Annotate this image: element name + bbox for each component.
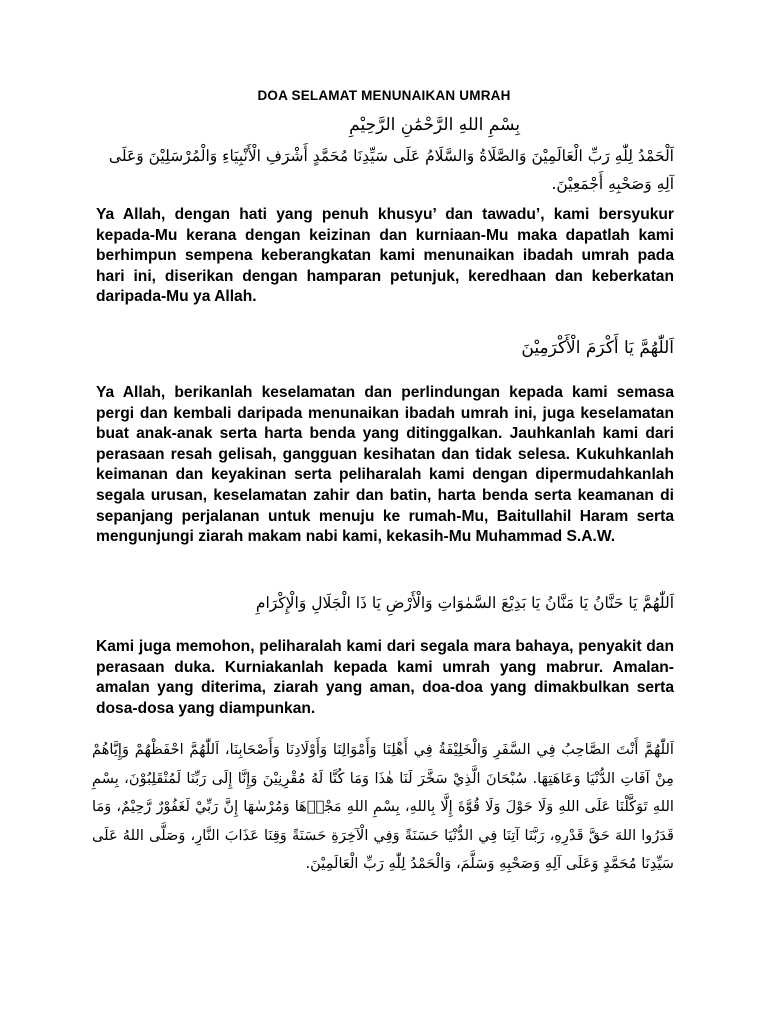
paragraph-1: Ya Allah, dengan hati yang penuh khusyu’ dan tawadu’, kami bersyukur kepada-Mu kerana dengan keizinan dan kurniaan-Mu maka dapatlah kami berhimpun sempena keberangkatan kami menunaikan ibadah umrah pada hari ini, diserikan dengan hamparan petunjuk, keredhaan dan keberkatan daripada-Mu ya Allah. [96, 206, 674, 306]
opening-arabic: اَلْحَمْدُ لِلّٰهِ رَبِّ الْعَالَمِيْنَ وَالصَّلَاةُ وَالسَّلَامُ عَلَى سَيِّدِنَا مُحَمَّدٍ أَشْرَفِ الْأَنْبِيَاءِ وَالْمُرْسَلِيْنَ وَعَلَى آلِهِ وَصَحْبِهِ أَجْمَعِيْنَ. [108, 147, 674, 193]
arabic-invocation-2: اَللّٰهُمَّ يَا أَكْرَمَ الْأَكْرَمِيْنَ [521, 338, 674, 358]
paragraph-2: Ya Allah, berikanlah keselamatan dan perlindungan kepada kami semasa pergi dan kembali daripada menunaikan ibadah umrah ini, juga keselamatan buat anak-anak serta harta benda yang ditinggalkan. Jauhkanlah kami dari perasaan resah gelisah, gangguan kesihatan dan tidak selesa. Kukuhkanlah keimanan dan keyakinan serta peliharalah kami dengan dipermudahkanlah segala urusan, keselamatan zahir dan batin, harta benda serta keamanan di sepanjang perjalanan untuk menuju ke rumah-Mu, Baitullahil Haram serta mengunjungi ziarah makam nabi kami, kekasih-Mu Muhammad S.A.W. [96, 384, 674, 546]
basmalah: بِسْمِ اللهِ الرَّحْمَٰنِ الرَّحِيْمِ [349, 115, 520, 135]
page-title: DOA SELAMAT MENUNAIKAN UMRAH [257, 88, 511, 103]
closing-arabic: اَللّٰهُمَّ أَنْتَ الصَّاحِبُ فِي السَّفَرِ وَالْخَلِيْفَةُ فِي أَهْلِنَا وَأَمْوَالِنَا وَأَوْلَادِنَا وَأَصْحَابِنَا، اَللّٰهُمَّ احْفَظْهُمْ وَإِيَّاهُمْ مِنْ آفَاتِ الدُّنْيَا وَعَاهَتِهَا. سُبْحَانَ الَّذِيْ سَخَّرَ لَنَا هٰذَا وَمَا كُنَّا لَهُ مُقْرِنِيْنَ وَإِنَّا إِلَى رَبِّنَا لَمُنْقَلِبُوْنَ، بِسْمِ اللهِ تَوَكَّلْنَا عَلَى اللهِ وَلَا حَوْلَ وَلَا قُوَّةَ إِلَّا بِاللهِ، بِسْمِ اللهِ مَجْرٖهَا وَمُرْسٰهَا إِنَّ رَبِّيْ لَغَفُوْرٌ رَّحِيْمٌ، وَمَا قَدَرُوا اللهَ حَقَّ قَدْرِهِ، رَبَّنَا آتِنَا فِي الدُّنْيَا حَسَنَةً وَفِي الْآخِرَةِ حَسَنَةً وَقِنَا عَذَابَ النَّارِ، وَصَلَّى اللهُ عَلَى سَيِّدِنَا مُحَمَّدٍ وَعَلَى آلِهِ وَصَحْبِهِ وَسَلَّمَ، وَالْحَمْدُ لِلّٰهِ رَبِّ الْعَالَمِيْنَ. [92, 741, 674, 872]
paragraph-3: Kami juga memohon, peliharalah kami dari segala mara bahaya, penyakit dan perasaan duka. Kurniakanlah kepada kami umrah yang mabrur. Amalan-amalan yang diterima, ziarah yang aman, doa-doa yang dimakbulkan serta dosa-dosa yang diampunkan. [96, 638, 674, 717]
arabic-invocation-3: اَللّٰهُمَّ يَا حَنَّانُ يَا مَنَّانُ يَا بَدِيْعَ السَّمٰوَاتِ وَالْأَرْضِ يَا ذَا الْجَلَالِ وَالْإِكْرَامِ [255, 594, 674, 612]
